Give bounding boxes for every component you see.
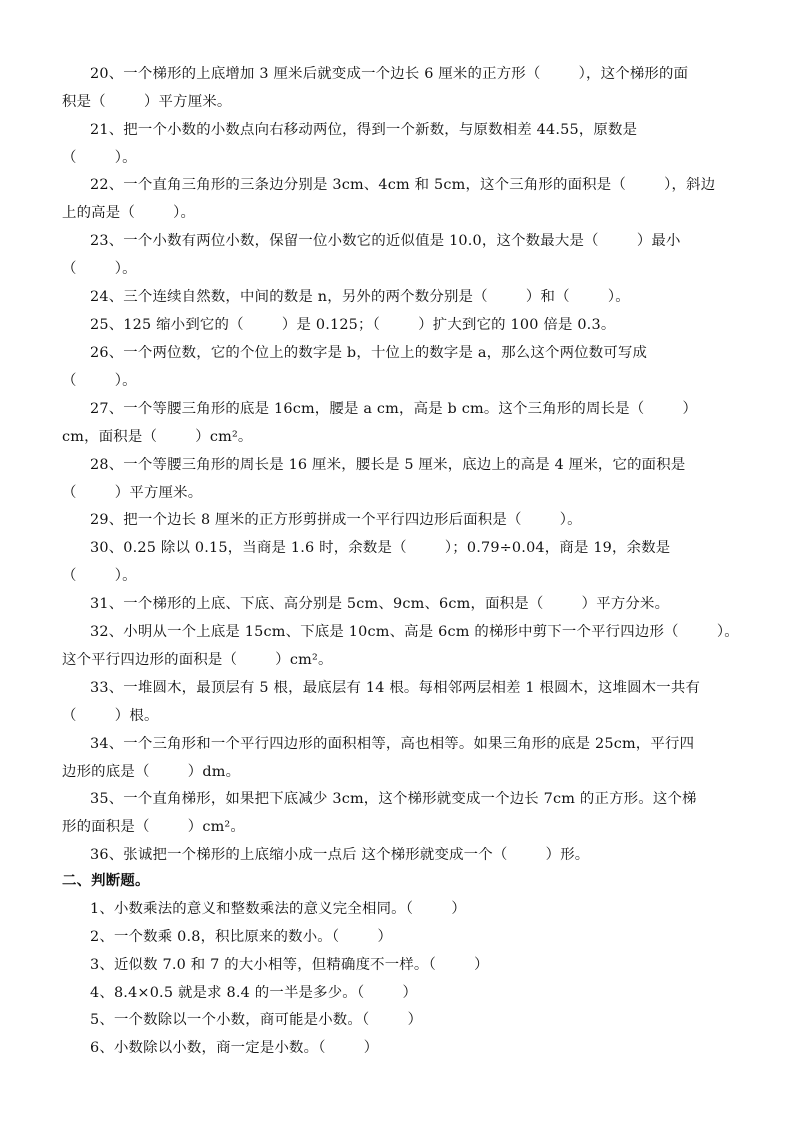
judgement-item: 5、一个数除以一个小数，商可能是小数。（ ）: [90, 1012, 423, 1028]
question-q22: 22、一个直角三角形的三条边分别是 3cm、4cm 和 5cm，这个三角形的面积是（ ），斜边: [90, 177, 716, 193]
question-q32-continued: 这个平行四边形的面积是（ ）cm²。: [62, 652, 333, 668]
question-q29: 29、把一个边长 8 厘米的正方形剪拼成一个平行四边形后面积是（ ）。: [90, 512, 582, 528]
question-q34-continued: 边形的底是（ ）dm。: [62, 764, 241, 780]
question-q36: 36、张诚把一个梯形的上底缩小成一点后 这个梯形就变成一个（ ）形。: [90, 847, 590, 863]
question-q23: 23、一个小数有两位小数，保留一位小数它的近似值是 10.0，这个数最大是（ ）最小: [90, 233, 681, 249]
judgement-item: 2、一个数乘 0.8，积比原来的数小。（ ）: [90, 929, 393, 945]
question-q30: 30、0.25 除以 0.15，当商是 1.6 时，余数是（ ）；0.79÷0.04，商是 19，余数是: [90, 540, 671, 556]
question-q21-continued: （ ）。: [62, 150, 137, 166]
judgement-item: 4、8.4×0.5 就是求 8.4 的一半是多少。（ ）: [90, 985, 418, 1001]
question-q20-continued: 积是（ ）平方厘米。: [62, 94, 232, 110]
question-q28-continued: （ ）平方厘米。: [62, 485, 203, 501]
question-q22-continued: 上的高是（ ）。: [62, 205, 196, 221]
question-q33-continued: （ ）根。: [62, 708, 159, 724]
question-q30-continued: （ ）。: [62, 568, 137, 584]
question-q31: 31、一个梯形的上底、下底、高分别是 5cm、9cm、6cm，面积是（ ）平方分米。: [90, 596, 670, 612]
question-q34: 34、一个三角形和一个平行四边形的面积相等，高也相等。如果三角形的底是 25cm，平行四: [90, 736, 695, 752]
question-q26-continued: （ ）。: [62, 373, 137, 389]
question-q25: 25、125 缩小到它的（ ）是 0.125；（ ）扩大到它的 100 倍是 0.3。: [90, 317, 616, 333]
question-q20: 20、一个梯形的上底增加 3 厘米后就变成一个边长 6 厘米的正方形（ ），这个梯形的面: [90, 66, 689, 82]
question-q27: 27、一个等腰三角形的底是 16cm，腰是 a cm，高是 b cm。这个三角形的周长是（ ）: [90, 401, 698, 417]
question-q32: 32、小明从一个上底是 15cm、下底是 10cm、高是 6cm 的梯形中剪下一个平行四边形（ ）。: [90, 624, 739, 640]
judgement-item: 1、小数乘法的意义和整数乘法的意义完全相同。（ ）: [90, 901, 466, 917]
question-q23-continued: （ ）。: [62, 261, 137, 277]
judgement-item: 6、小数除以小数，商一定是小数。（ ）: [90, 1040, 379, 1056]
question-q33: 33、一堆圆木，最顶层有 5 根，最底层有 14 根。每相邻两层相差 1 根圆木，这堆圆木一共有: [90, 680, 701, 696]
judgement-item: 3、近似数 7.0 和 7 的大小相等，但精确度不一样。（ ）: [90, 957, 489, 973]
question-q28: 28、一个等腰三角形的周长是 16 厘米，腰长是 5 厘米，底边上的高是 4 厘米，它的面积是: [90, 457, 686, 473]
section-heading-judgement: 二、判断题。: [62, 872, 150, 889]
question-q35-continued: 形的面积是（ ）cm²。: [62, 819, 245, 835]
question-q35: 35、一个直角梯形，如果把下底减少 3cm，这个梯形就变成一个边长 7cm 的正方形。这个梯: [90, 791, 697, 807]
question-q21: 21、把一个小数的小数点向右移动两位，得到一个新数，与原数相差 44.55，原数是: [90, 122, 638, 138]
question-q24: 24、三个连续自然数，中间的数是 n，另外的两个数分别是（ ）和（ ）。: [90, 289, 630, 305]
question-q26: 26、一个两位数，它的个位上的数字是 b，十位上的数字是 a，那么这个两位数可写成: [90, 345, 648, 361]
question-q27-continued: cm，面积是（ ）cm²。: [62, 429, 253, 445]
